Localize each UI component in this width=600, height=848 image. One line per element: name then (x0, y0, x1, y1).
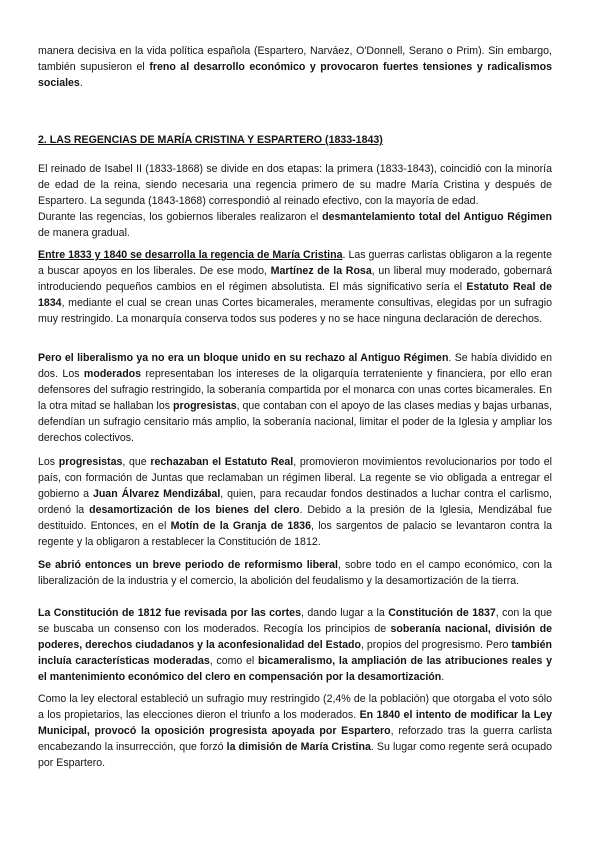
paragraph-constitucion-1837 (38, 606, 552, 686)
text-run: , propios del progresismo. Pero (360, 638, 512, 651)
text-run-bold: soberanía nacional, división de poderes, derechos ciudadanos y la aconfesionalidad del Estado (38, 622, 552, 651)
text-run-bold: desmantelamiento total del Antiguo Régimen (322, 210, 552, 223)
paragraph-intro-continuation (38, 44, 552, 92)
paragraph-ley-electoral (38, 692, 552, 772)
text-run: manera decisiva en la vida política española (Espartero, Narváez, O'Donnell, Serano o Prim). Sin embargo, también supusieron el (38, 45, 552, 73)
text-run: representaban los intereses de la oligarquía terrateniente y financiera, por ello eran defensores del sufragio restringido, la soberanía compartida por el monarca con unas cortes bicamerales. En la otra mitad se hallaban los (38, 367, 552, 412)
text-run: . (79, 76, 83, 89)
text-run-bold: Martínez de la Rosa (270, 264, 372, 277)
text-run-bold: también incluía características moderadas (38, 638, 552, 667)
text-run: . (441, 670, 445, 683)
text-run-bold: La Constitución de 1812 fue revisada por las cortes (38, 607, 301, 619)
text-run: , un liberal muy moderado, gobernará introduciendo pequeños cambios en el régimen absolutista. El más significativo sería el (38, 264, 552, 293)
text-run-bold: bicameralismo, la ampliación de las atribuciones reales y el mantenimiento económico del clero en compensación por la desamortización (38, 654, 552, 683)
text-run-bold: Estatuto Real de 1834 (38, 280, 552, 309)
text-run: , que (122, 456, 151, 468)
text-run: , como el (209, 654, 259, 667)
text-run: , promovieron movimientos revolucionarios por todo el país, con formación de Juntas que reclamaban un régimen liberal. La regente se vio obligada a entregar el gobierno a (38, 456, 552, 500)
paragraph-reinado (38, 162, 552, 242)
text-run: de manera gradual. (38, 226, 130, 239)
text-run: , con la que se buscaba un consenso con los moderados. Recogía los principios de (38, 607, 553, 635)
text-run: , mediante el cual se crean unas Cortes bicamerales, meramente consultivas, elegidas por un sufragio muy restringido. La monarquía conserva todos sus poderes y no se hace ninguna declaración de derechos. (38, 296, 552, 325)
text-run-bold: Se abrió entonces un breve periodo de reformismo liberal (38, 559, 338, 571)
text-run: Como la ley electoral estableció un sufragio muy restringido (2,4% de la población) que otorgaba el voto sólo a los propietarios, las elecciones dieron el triunfo a los moderados. (38, 693, 552, 721)
text-run-bold: la dimisión de María Cristina (226, 740, 371, 753)
text-run-bold-underline: Entre 1833 y 1840 se desarrolla la regencia de María Cristina (38, 249, 343, 261)
text-run-bold: Motín de la Granja de 1836 (170, 519, 311, 532)
text-run-bold: Pero el liberalismo ya no era un bloque unido en su rechazo al Antiguo Régimen (38, 352, 449, 364)
text-run-bold: progresistas (173, 399, 237, 412)
text-run: El reinado de Isabel II (1833-1868) se divide en dos etapas: la primera (1833-1843), coincidió con la minoría de edad de la reina, siendo necesaria una regencia primero de su madre María Cristina y después de Espartero. La segunda (1843-1868) correspondió al reinado efectivo, con la mayoría de edad. (38, 163, 552, 207)
text-run: , sobre todo en el campo económico, con la liberalización de la industria y el comercio, la abolición del feudalismo y la desamortización de la tierra. (38, 559, 552, 587)
paragraph-reformismo (38, 558, 552, 590)
text-run: , dando lugar a la (300, 607, 389, 619)
text-run: , que contaban con el apoyo de las clases medias y bajas urbanas, defendían un sufragio censitario más amplio, la soberanía nacional, limitar el poder de la Iglesia y ampliar los derechos colectivos. (38, 399, 552, 444)
paragraph-progresistas (38, 455, 552, 550)
text-run-bold: progresistas (58, 456, 123, 468)
text-run-bold: freno al desarrollo económico y provocaron fuertes tensiones y radicalismos sociales (38, 60, 553, 89)
text-run: . Las guerras carlistas obligaron a la regente a buscar apoyos en los liberales. De ese modo, (38, 249, 552, 277)
text-run: Durante las regencias, los gobiernos liberales realizaron el (38, 210, 323, 223)
text-run: , quien, para recaudar fondos destinados a luchar contra el carlismo, ordenó la (38, 487, 552, 516)
text-run: . Su lugar como regente será ocupado por Espartero. (38, 740, 552, 769)
text-run-bold: Juan Álvarez Mendizábal (92, 487, 221, 500)
text-run-bold: Constitución de 1837 (388, 607, 496, 619)
text-run-bold: En 1840 el intento de modificar la Ley Municipal, provocó la oposición progresista apoyada por Espartero (38, 708, 552, 737)
paragraph-regencia-maria-cristina (38, 248, 552, 328)
text-run: . Se había dividido en dos. Los (38, 352, 552, 380)
text-run: Los (38, 456, 59, 468)
text-run-bold: moderados (83, 367, 142, 380)
text-run: , reforzado tras la guerra carlista encabezando la insurrección, que forzó (38, 724, 553, 753)
text-run-bold: rechazaban el Estatuto Real (150, 456, 294, 468)
section-heading: 2. LAS REGENCIAS DE MARÍA CRISTINA Y ESPARTERO (1833-1843) (38, 134, 383, 146)
paragraph-division-liberalismo (38, 351, 552, 446)
text-run-bold: desamortización de los bienes del clero (89, 503, 300, 516)
text-run: . Debido a la presión de la Iglesia, Mendizábal fue destituido. Entonces, en el (38, 503, 553, 532)
text-run: , los sargentos de palacio se levantaron contra la regente y la obligaron a restablecer la Constitución de 1812. (38, 519, 552, 548)
